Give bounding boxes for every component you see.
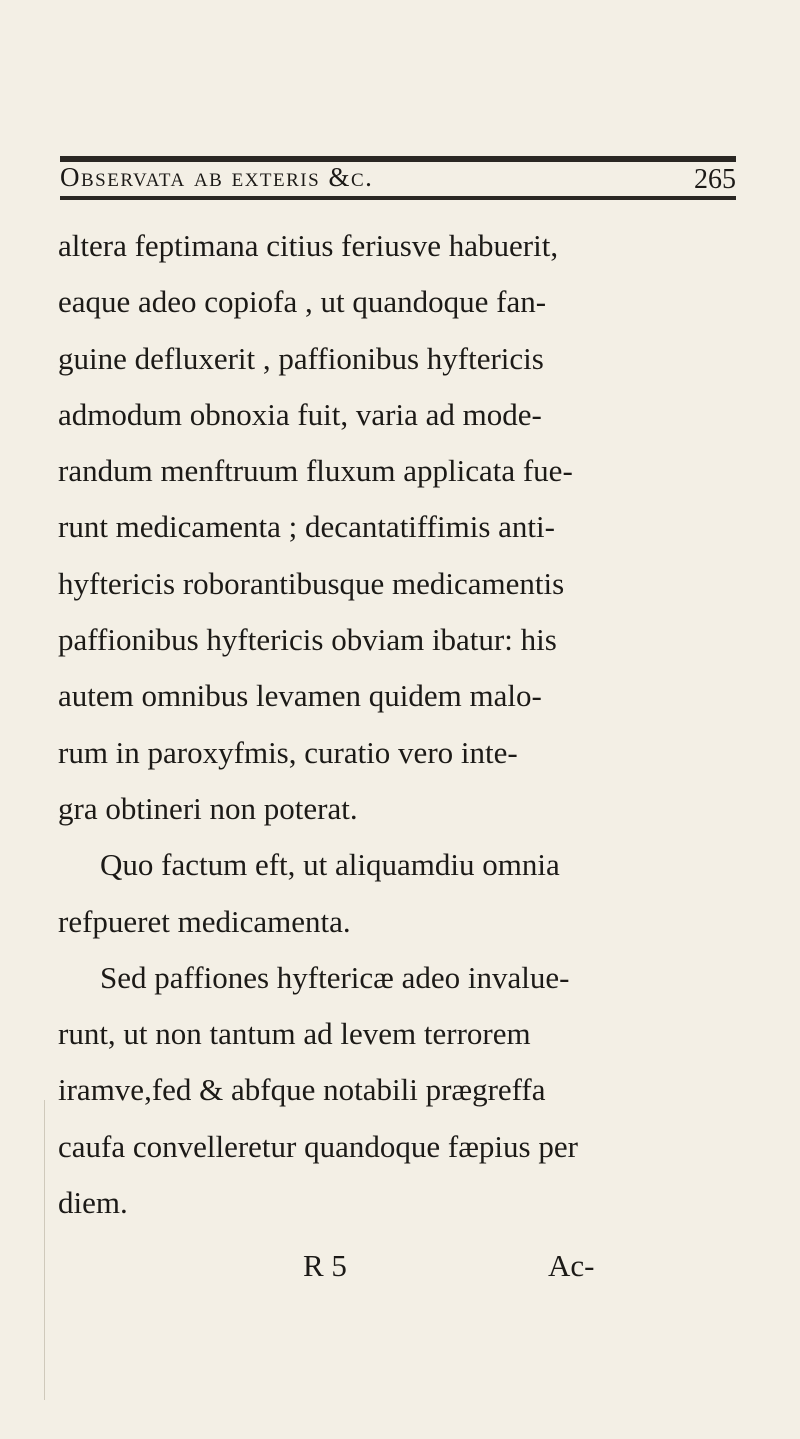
body-text xyxy=(58,218,738,1231)
paragraph-start-line: Quo factum eft, ut aliquamdiu omnia xyxy=(100,847,560,883)
text-line: randum menftruum fluxum applicata fue- xyxy=(58,453,573,489)
page-edge-shadow xyxy=(44,1100,45,1400)
page-number: 265 xyxy=(694,164,736,195)
catchword: Ac- xyxy=(548,1248,595,1283)
text-line: admodum obnoxia fuit, varia ad mode- xyxy=(58,396,542,432)
signature-mark: R 5 xyxy=(303,1248,347,1283)
text-line: refpueret medicamenta. xyxy=(58,903,351,939)
text-line: caufa convelleretur quandoque fæpius per xyxy=(58,1128,578,1164)
page-header xyxy=(60,156,736,200)
running-title: Observata ab exteris &c. xyxy=(60,162,374,192)
text-line: autem omnibus levamen quidem malo- xyxy=(58,678,542,714)
header-rule-bottom xyxy=(60,196,736,200)
text-line: eaque adeo copiofa , ut quandoque fan- xyxy=(58,284,547,320)
text-line: guine defluxerit , paffionibus hyftericis xyxy=(58,340,544,376)
text-line: altera feptimana citius feriusve habuerit, xyxy=(58,228,559,263)
text-line: runt, ut non tantum ad levem terrorem xyxy=(58,1016,531,1052)
text-line: paffionibus hyftericis obviam ibatur: his xyxy=(58,622,557,658)
text-line: gra obtineri non poterat. xyxy=(58,790,358,826)
text-line: hyftericis roborantibusque medicamentis xyxy=(58,565,565,601)
text-line: diem. xyxy=(58,1185,128,1221)
paragraph-start-line: Sed paffiones hyftericæ adeo invalue- xyxy=(100,959,570,995)
text-line: rum in paroxyfmis, curatio vero inte- xyxy=(58,734,518,770)
page-footer xyxy=(0,1248,800,1288)
text-line: iramve,fed & abfque notabili prægreffa xyxy=(58,1072,546,1108)
text-line: runt medicamenta ; decantatiffimis anti- xyxy=(58,509,555,545)
